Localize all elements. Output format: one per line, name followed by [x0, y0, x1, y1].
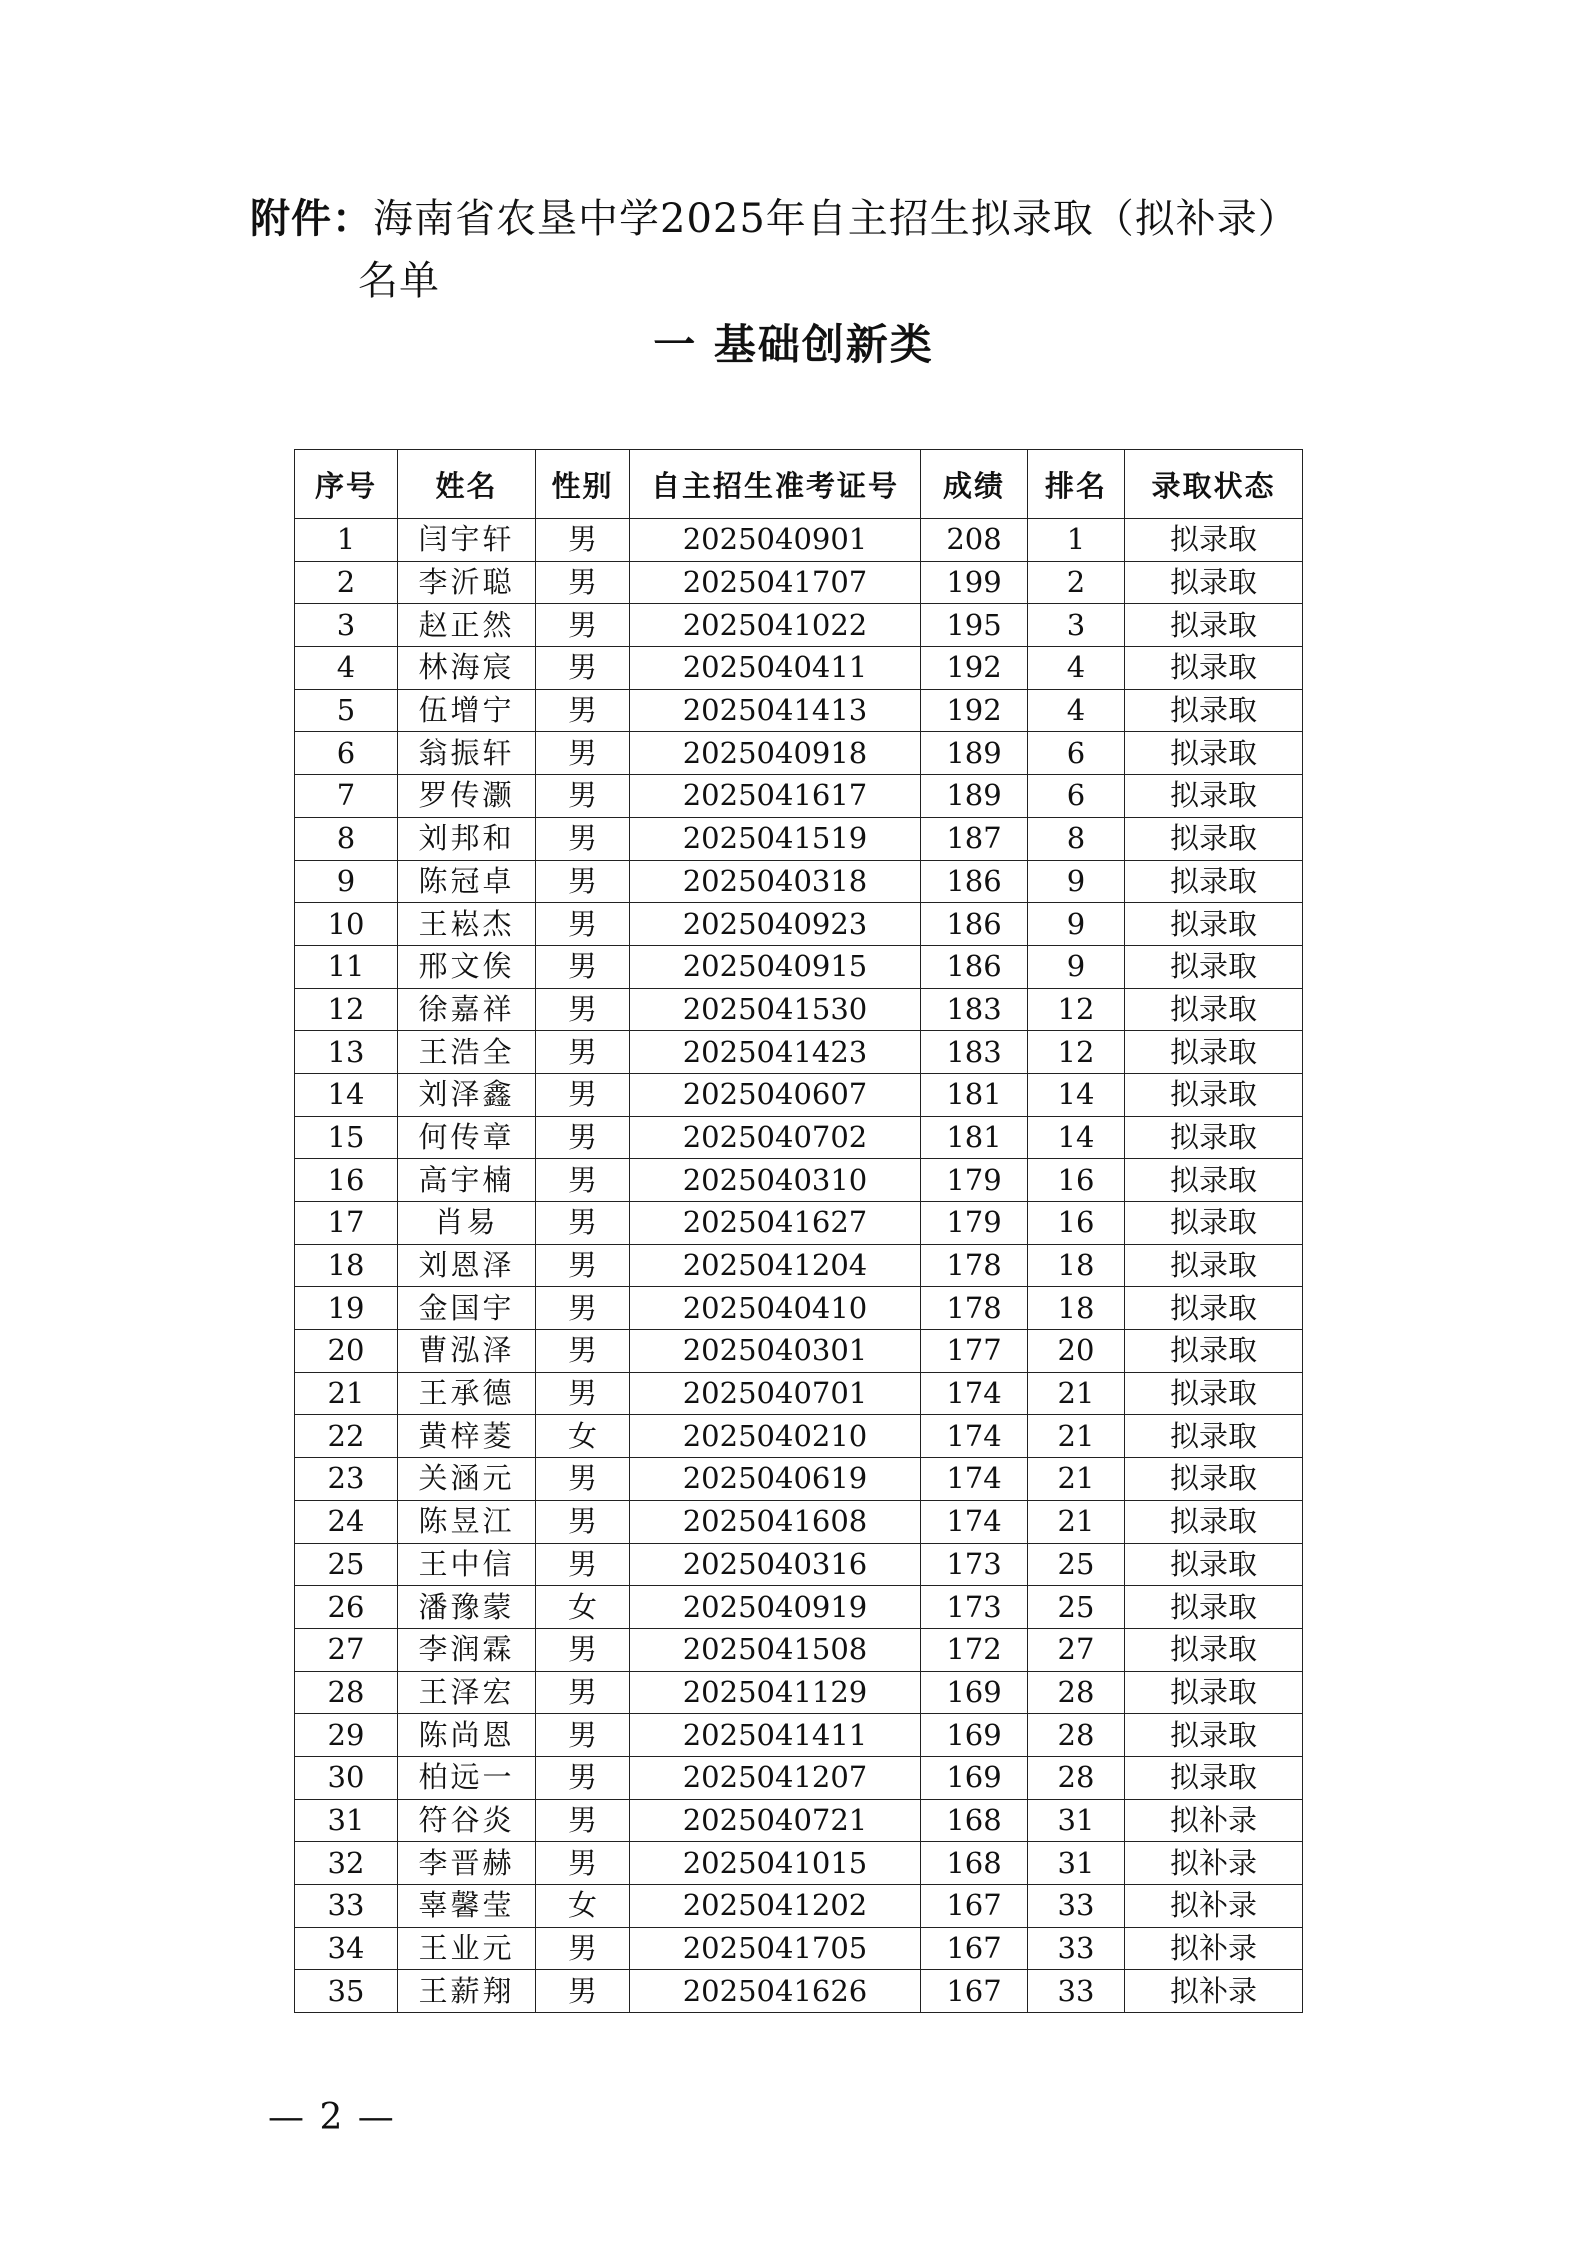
table-row [295, 1500, 1303, 1543]
cell-rank: 31 [1028, 1799, 1125, 1842]
cell-index: 18 [295, 1244, 398, 1287]
table-header-row [295, 450, 1303, 519]
cell-status: 拟录取 [1125, 519, 1303, 562]
cell-index: 19 [295, 1287, 398, 1330]
cell-score: 169 [921, 1756, 1028, 1799]
cell-gender: 男 [536, 689, 630, 732]
table-row [295, 1586, 1303, 1629]
cell-index: 17 [295, 1202, 398, 1245]
cell-index: 34 [295, 1927, 398, 1970]
cell-status: 拟录取 [1125, 1073, 1303, 1116]
cell-gender: 男 [536, 1927, 630, 1970]
cell-rank: 6 [1028, 775, 1125, 818]
cell-exam-id: 2025040310 [630, 1159, 921, 1202]
cell-status: 拟录取 [1125, 1756, 1303, 1799]
cell-score: 174 [921, 1500, 1028, 1543]
cell-status: 拟录取 [1125, 732, 1303, 775]
cell-score: 172 [921, 1628, 1028, 1671]
document-title [250, 188, 1400, 312]
column-header-index: 序号 [295, 450, 398, 519]
cell-status: 拟录取 [1125, 1458, 1303, 1501]
cell-gender: 男 [536, 988, 630, 1031]
cell-name: 刘泽鑫 [398, 1073, 536, 1116]
cell-exam-id: 2025041202 [630, 1885, 921, 1928]
cell-score: 187 [921, 817, 1028, 860]
cell-gender: 男 [536, 732, 630, 775]
cell-status: 拟补录 [1125, 1842, 1303, 1885]
cell-gender: 男 [536, 1842, 630, 1885]
admission-table [294, 449, 1303, 2013]
cell-score: 174 [921, 1372, 1028, 1415]
cell-exam-id: 2025040915 [630, 945, 921, 988]
cell-exam-id: 2025040301 [630, 1330, 921, 1373]
cell-exam-id: 2025041204 [630, 1244, 921, 1287]
cell-rank: 9 [1028, 903, 1125, 946]
cell-rank: 28 [1028, 1756, 1125, 1799]
cell-score: 183 [921, 988, 1028, 1031]
table-row [295, 860, 1303, 903]
cell-score: 192 [921, 647, 1028, 690]
cell-exam-id: 2025040919 [630, 1586, 921, 1629]
cell-name: 李润霖 [398, 1628, 536, 1671]
cell-exam-id: 2025040721 [630, 1799, 921, 1842]
cell-rank: 25 [1028, 1586, 1125, 1629]
cell-rank: 18 [1028, 1244, 1125, 1287]
cell-exam-id: 2025040410 [630, 1287, 921, 1330]
cell-status: 拟录取 [1125, 1415, 1303, 1458]
cell-score: 169 [921, 1714, 1028, 1757]
cell-status: 拟补录 [1125, 1927, 1303, 1970]
cell-status: 拟录取 [1125, 1714, 1303, 1757]
table-row [295, 1287, 1303, 1330]
cell-index: 23 [295, 1458, 398, 1501]
cell-rank: 16 [1028, 1159, 1125, 1202]
cell-status: 拟录取 [1125, 945, 1303, 988]
cell-gender: 男 [536, 775, 630, 818]
cell-index: 13 [295, 1031, 398, 1074]
cell-name: 肖易 [398, 1202, 536, 1245]
cell-score: 195 [921, 604, 1028, 647]
cell-rank: 21 [1028, 1458, 1125, 1501]
cell-gender: 女 [536, 1415, 630, 1458]
cell-rank: 21 [1028, 1372, 1125, 1415]
cell-status: 拟录取 [1125, 817, 1303, 860]
cell-gender: 男 [536, 1073, 630, 1116]
cell-rank: 12 [1028, 988, 1125, 1031]
cell-index: 28 [295, 1671, 398, 1714]
cell-rank: 33 [1028, 1927, 1125, 1970]
cell-status: 拟录取 [1125, 1202, 1303, 1245]
cell-score: 168 [921, 1799, 1028, 1842]
cell-name: 伍增宁 [398, 689, 536, 732]
cell-exam-id: 2025040619 [630, 1458, 921, 1501]
cell-gender: 男 [536, 817, 630, 860]
cell-name: 辜馨莹 [398, 1885, 536, 1928]
cell-status: 拟补录 [1125, 1885, 1303, 1928]
cell-name: 林海宸 [398, 647, 536, 690]
cell-index: 31 [295, 1799, 398, 1842]
table-row [295, 647, 1303, 690]
table-row [295, 1628, 1303, 1671]
cell-score: 174 [921, 1458, 1028, 1501]
cell-status: 拟录取 [1125, 988, 1303, 1031]
cell-rank: 20 [1028, 1330, 1125, 1373]
table-row [295, 519, 1303, 562]
cell-name: 王中信 [398, 1543, 536, 1586]
cell-score: 177 [921, 1330, 1028, 1373]
cell-index: 22 [295, 1415, 398, 1458]
column-header-score: 成绩 [921, 450, 1028, 519]
cell-name: 徐嘉祥 [398, 988, 536, 1031]
cell-exam-id: 2025040210 [630, 1415, 921, 1458]
table-row [295, 1458, 1303, 1501]
cell-exam-id: 2025040318 [630, 860, 921, 903]
table-row [295, 1415, 1303, 1458]
cell-name: 刘邦和 [398, 817, 536, 860]
cell-gender: 男 [536, 1244, 630, 1287]
cell-gender: 男 [536, 903, 630, 946]
cell-index: 20 [295, 1330, 398, 1373]
table-row [295, 1543, 1303, 1586]
cell-score: 178 [921, 1244, 1028, 1287]
cell-index: 1 [295, 519, 398, 562]
cell-index: 3 [295, 604, 398, 647]
cell-rank: 27 [1028, 1628, 1125, 1671]
cell-name: 王薪翔 [398, 1970, 536, 2013]
table-row [295, 1244, 1303, 1287]
cell-name: 陈冠卓 [398, 860, 536, 903]
cell-name: 王崧杰 [398, 903, 536, 946]
table-row [295, 1799, 1303, 1842]
cell-gender: 男 [536, 1287, 630, 1330]
cell-status: 拟录取 [1125, 1500, 1303, 1543]
cell-gender: 男 [536, 519, 630, 562]
cell-score: 181 [921, 1116, 1028, 1159]
cell-index: 8 [295, 817, 398, 860]
cell-index: 25 [295, 1543, 398, 1586]
cell-gender: 男 [536, 1116, 630, 1159]
cell-gender: 男 [536, 1970, 630, 2013]
cell-name: 金国宇 [398, 1287, 536, 1330]
cell-gender: 男 [536, 1628, 630, 1671]
cell-gender: 男 [536, 1372, 630, 1415]
cell-name: 王浩全 [398, 1031, 536, 1074]
cell-exam-id: 2025041519 [630, 817, 921, 860]
cell-name: 高宇楠 [398, 1159, 536, 1202]
cell-score: 179 [921, 1159, 1028, 1202]
cell-gender: 男 [536, 860, 630, 903]
cell-rank: 12 [1028, 1031, 1125, 1074]
cell-status: 拟录取 [1125, 1287, 1303, 1330]
table-row [295, 1714, 1303, 1757]
table-row [295, 1372, 1303, 1415]
cell-name: 王承德 [398, 1372, 536, 1415]
cell-name: 黄梓菱 [398, 1415, 536, 1458]
cell-index: 21 [295, 1372, 398, 1415]
cell-rank: 6 [1028, 732, 1125, 775]
column-header-status: 录取状态 [1125, 450, 1303, 519]
cell-index: 14 [295, 1073, 398, 1116]
cell-name: 何传章 [398, 1116, 536, 1159]
cell-gender: 男 [536, 1671, 630, 1714]
cell-index: 16 [295, 1159, 398, 1202]
cell-score: 208 [921, 519, 1028, 562]
title-line-2: 名单 [358, 258, 440, 304]
cell-rank: 16 [1028, 1202, 1125, 1245]
cell-status: 拟录取 [1125, 604, 1303, 647]
cell-gender: 男 [536, 1159, 630, 1202]
cell-gender: 男 [536, 1714, 630, 1757]
cell-score: 186 [921, 860, 1028, 903]
column-header-name: 姓名 [398, 450, 536, 519]
table-row [295, 1202, 1303, 1245]
cell-rank: 21 [1028, 1500, 1125, 1543]
cell-rank: 4 [1028, 647, 1125, 690]
cell-status: 拟录取 [1125, 775, 1303, 818]
cell-rank: 3 [1028, 604, 1125, 647]
cell-exam-id: 2025040411 [630, 647, 921, 690]
cell-score: 181 [921, 1073, 1028, 1116]
cell-status: 拟录取 [1125, 1671, 1303, 1714]
cell-score: 167 [921, 1927, 1028, 1970]
cell-gender: 男 [536, 1799, 630, 1842]
cell-score: 174 [921, 1415, 1028, 1458]
cell-gender: 男 [536, 604, 630, 647]
cell-status: 拟录取 [1125, 1159, 1303, 1202]
page-number: — 2 — [268, 2097, 396, 2138]
cell-rank: 31 [1028, 1842, 1125, 1885]
table-row [295, 1031, 1303, 1074]
cell-rank: 21 [1028, 1415, 1125, 1458]
table-row [295, 817, 1303, 860]
cell-status: 拟录取 [1125, 1330, 1303, 1373]
table-row [295, 732, 1303, 775]
cell-score: 192 [921, 689, 1028, 732]
table-row [295, 1073, 1303, 1116]
title-line-1: 海南省农垦中学2025年自主招生拟录取（拟补录） [373, 196, 1299, 242]
cell-rank: 2 [1028, 561, 1125, 604]
cell-score: 173 [921, 1543, 1028, 1586]
cell-index: 15 [295, 1116, 398, 1159]
cell-exam-id: 2025040923 [630, 903, 921, 946]
cell-index: 6 [295, 732, 398, 775]
cell-name: 陈昱江 [398, 1500, 536, 1543]
cell-name: 陈尚恩 [398, 1714, 536, 1757]
table-row [295, 988, 1303, 1031]
table-row [295, 1927, 1303, 1970]
cell-score: 183 [921, 1031, 1028, 1074]
cell-exam-id: 2025041129 [630, 1671, 921, 1714]
cell-name: 柏远一 [398, 1756, 536, 1799]
cell-exam-id: 2025040901 [630, 519, 921, 562]
table-row [295, 604, 1303, 647]
table-row [295, 903, 1303, 946]
cell-name: 刘恩泽 [398, 1244, 536, 1287]
cell-rank: 9 [1028, 945, 1125, 988]
cell-exam-id: 2025040918 [630, 732, 921, 775]
table-row [295, 775, 1303, 818]
cell-gender: 男 [536, 1543, 630, 1586]
table-row [295, 1159, 1303, 1202]
cell-rank: 9 [1028, 860, 1125, 903]
cell-score: 186 [921, 945, 1028, 988]
cell-gender: 男 [536, 1202, 630, 1245]
cell-exam-id: 2025041608 [630, 1500, 921, 1543]
cell-rank: 25 [1028, 1543, 1125, 1586]
cell-status: 拟录取 [1125, 561, 1303, 604]
cell-index: 10 [295, 903, 398, 946]
table-row [295, 1116, 1303, 1159]
cell-name: 符谷炎 [398, 1799, 536, 1842]
cell-gender: 男 [536, 561, 630, 604]
cell-gender: 男 [536, 1500, 630, 1543]
cell-rank: 14 [1028, 1073, 1125, 1116]
cell-name: 王业元 [398, 1927, 536, 1970]
cell-rank: 8 [1028, 817, 1125, 860]
cell-rank: 1 [1028, 519, 1125, 562]
cell-index: 30 [295, 1756, 398, 1799]
cell-rank: 28 [1028, 1671, 1125, 1714]
cell-status: 拟补录 [1125, 1970, 1303, 2013]
cell-index: 2 [295, 561, 398, 604]
cell-index: 11 [295, 945, 398, 988]
cell-status: 拟录取 [1125, 1628, 1303, 1671]
cell-exam-id: 2025041617 [630, 775, 921, 818]
cell-exam-id: 2025040316 [630, 1543, 921, 1586]
cell-name: 罗传灏 [398, 775, 536, 818]
cell-score: 167 [921, 1970, 1028, 2013]
cell-name: 潘豫蒙 [398, 1586, 536, 1629]
cell-exam-id: 2025041508 [630, 1628, 921, 1671]
cell-name: 翁振轩 [398, 732, 536, 775]
table-row [295, 1756, 1303, 1799]
cell-rank: 33 [1028, 1970, 1125, 2013]
cell-score: 186 [921, 903, 1028, 946]
cell-gender: 男 [536, 647, 630, 690]
cell-gender: 男 [536, 1330, 630, 1373]
cell-rank: 28 [1028, 1714, 1125, 1757]
cell-exam-id: 2025041015 [630, 1842, 921, 1885]
cell-score: 173 [921, 1586, 1028, 1629]
cell-rank: 18 [1028, 1287, 1125, 1330]
cell-score: 179 [921, 1202, 1028, 1245]
cell-exam-id: 2025040701 [630, 1372, 921, 1415]
table-row [295, 561, 1303, 604]
cell-status: 拟录取 [1125, 903, 1303, 946]
cell-score: 189 [921, 732, 1028, 775]
table-row [295, 945, 1303, 988]
cell-exam-id: 2025040607 [630, 1073, 921, 1116]
cell-exam-id: 2025041413 [630, 689, 921, 732]
cell-status: 拟录取 [1125, 1372, 1303, 1415]
column-header-gender: 性别 [536, 450, 630, 519]
cell-exam-id: 2025041627 [630, 1202, 921, 1245]
cell-score: 168 [921, 1842, 1028, 1885]
cell-name: 邢文俟 [398, 945, 536, 988]
table-row [295, 1671, 1303, 1714]
cell-rank: 14 [1028, 1116, 1125, 1159]
cell-score: 199 [921, 561, 1028, 604]
cell-exam-id: 2025041022 [630, 604, 921, 647]
cell-score: 169 [921, 1671, 1028, 1714]
cell-status: 拟录取 [1125, 1586, 1303, 1629]
cell-name: 李沂聪 [398, 561, 536, 604]
cell-status: 拟录取 [1125, 1543, 1303, 1586]
cell-index: 5 [295, 689, 398, 732]
cell-index: 26 [295, 1586, 398, 1629]
cell-status: 拟录取 [1125, 647, 1303, 690]
cell-index: 12 [295, 988, 398, 1031]
section-title: 一 基础创新类 [653, 320, 934, 369]
cell-name: 曹泓泽 [398, 1330, 536, 1373]
cell-status: 拟补录 [1125, 1799, 1303, 1842]
cell-exam-id: 2025041626 [630, 1970, 921, 2013]
cell-exam-id: 2025041530 [630, 988, 921, 1031]
cell-exam-id: 2025041207 [630, 1756, 921, 1799]
cell-name: 闫宇轩 [398, 519, 536, 562]
cell-exam-id: 2025041705 [630, 1927, 921, 1970]
table-row [295, 1330, 1303, 1373]
cell-gender: 男 [536, 1031, 630, 1074]
cell-index: 33 [295, 1885, 398, 1928]
cell-score: 178 [921, 1287, 1028, 1330]
cell-gender: 男 [536, 1458, 630, 1501]
cell-status: 拟录取 [1125, 860, 1303, 903]
cell-status: 拟录取 [1125, 1116, 1303, 1159]
cell-index: 9 [295, 860, 398, 903]
cell-status: 拟录取 [1125, 1244, 1303, 1287]
cell-score: 167 [921, 1885, 1028, 1928]
cell-name: 王泽宏 [398, 1671, 536, 1714]
cell-index: 35 [295, 1970, 398, 2013]
cell-exam-id: 2025041707 [630, 561, 921, 604]
cell-rank: 33 [1028, 1885, 1125, 1928]
cell-status: 拟录取 [1125, 689, 1303, 732]
cell-gender: 女 [536, 1586, 630, 1629]
cell-index: 4 [295, 647, 398, 690]
cell-gender: 女 [536, 1885, 630, 1928]
table-body [295, 519, 1303, 2013]
cell-index: 29 [295, 1714, 398, 1757]
table-row [295, 689, 1303, 732]
cell-gender: 男 [536, 945, 630, 988]
cell-score: 189 [921, 775, 1028, 818]
column-header-exam-id: 自主招生准考证号 [630, 450, 921, 519]
cell-status: 拟录取 [1125, 1031, 1303, 1074]
cell-name: 关涵元 [398, 1458, 536, 1501]
table-row [295, 1970, 1303, 2013]
cell-exam-id: 2025040702 [630, 1116, 921, 1159]
cell-gender: 男 [536, 1756, 630, 1799]
cell-exam-id: 2025041423 [630, 1031, 921, 1074]
column-header-rank: 排名 [1028, 450, 1125, 519]
cell-index: 27 [295, 1628, 398, 1671]
cell-index: 7 [295, 775, 398, 818]
table-row [295, 1885, 1303, 1928]
cell-name: 李晋赫 [398, 1842, 536, 1885]
table-row [295, 1842, 1303, 1885]
cell-rank: 4 [1028, 689, 1125, 732]
cell-exam-id: 2025041411 [630, 1714, 921, 1757]
attachment-label: 附件： [250, 196, 373, 242]
cell-index: 32 [295, 1842, 398, 1885]
cell-index: 24 [295, 1500, 398, 1543]
cell-name: 赵正然 [398, 604, 536, 647]
